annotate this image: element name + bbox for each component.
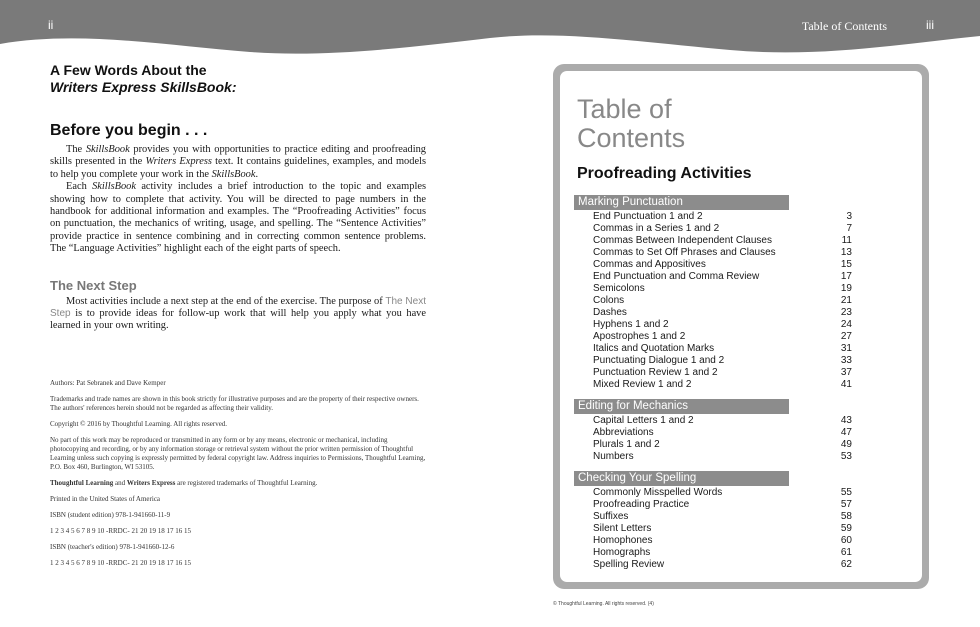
toc-title [577, 95, 685, 153]
toc-inner [560, 71, 922, 582]
toc-entry[interactable]: Semicolons 19 [593, 283, 852, 294]
toc-entry[interactable]: Capital Letters 1 and 2 43 [593, 415, 852, 426]
copyright-block [50, 379, 426, 568]
next-step-heading: The Next Step [50, 277, 137, 293]
toc-entry[interactable]: Colons 21 [593, 295, 852, 306]
toc-entry[interactable]: Suffixes 58 [593, 511, 852, 522]
left-page-number: ii [48, 18, 54, 32]
paragraph-2: Each SkillsBook activity includes a brief introduction to the topic and examples showing how to complete that activity. You will be directed to page numbers in the handbook for additional information and examples. The “Proofreading Activities” focus on punctuation, the mechanics of writing, usage, and spelling. The “Sentence Activities” provide practice in sentence combining and in correcting common sentence problems. The “Language Activities” highlight each of the eight parts of speech. [50, 181, 426, 255]
section-bar-checking-your-spelling: Checking Your Spelling [574, 471, 789, 486]
toc-entry[interactable]: Plurals 1 and 2 49 [593, 439, 852, 450]
toc-panel [553, 64, 929, 589]
footer-copyright: © Thoughtful Learning. All rights reserved. (4) [553, 601, 654, 607]
toc-entry[interactable]: Homophones 60 [593, 535, 852, 546]
registered-trademarks: Thoughtful Learning and Writers Express are registered trademarks of Thoughtful Learning. [50, 478, 318, 487]
toc-entry[interactable]: Numbers 53 [593, 451, 852, 462]
trademarks-notice: Trademarks and trade names are shown in this book strictly for illustrative purposes and are the property of their respective owners. The authors' references herein should not be regarded as affecting their validity. [50, 394, 419, 412]
toc-entry[interactable]: Abbreviations 47 [593, 427, 852, 438]
toc-entry[interactable]: Homographs 61 [593, 547, 852, 558]
toc-entry[interactable]: Apostrophes 1 and 2 27 [593, 331, 852, 342]
isbn-student: ISBN (student edition) 978-1-941660-11-9 [50, 510, 171, 519]
toc-title-line1: Table of [577, 94, 672, 124]
section-bar-marking-punctuation: Marking Punctuation [574, 195, 789, 210]
print-line-1: 1 2 3 4 5 6 7 8 9 10 -RRDC- 21 20 19 18 17 16 15 [50, 526, 191, 535]
running-header-title: Table of Contents [801, 19, 887, 33]
toc-entry[interactable]: Silent Letters 59 [593, 523, 852, 534]
toc-entry[interactable]: Italics and Quotation Marks 31 [593, 343, 852, 354]
toc-entry[interactable]: Punctuating Dialogue 1 and 2 33 [593, 355, 852, 366]
section-bar-editing-for-mechanics: Editing for Mechanics [574, 399, 789, 414]
right-page-number: iii [926, 18, 934, 32]
toc-entry[interactable]: Commas and Appositives 15 [593, 259, 852, 270]
left-page [50, 62, 426, 575]
toc-entry[interactable]: Punctuation Review 1 and 2 37 [593, 367, 852, 378]
toc-entry[interactable]: End Punctuation and Comma Review 17 [593, 271, 852, 282]
toc-entry[interactable]: Commas to Set Off Phrases and Clauses 13 [593, 247, 852, 258]
isbn-teacher: ISBN (teacher's edition) 978-1-941660-12-6 [50, 542, 175, 551]
toc-entry[interactable]: Spelling Review 62 [593, 559, 852, 570]
printed-in: Printed in the United States of America [50, 494, 161, 503]
print-line-2: 1 2 3 4 5 6 7 8 9 10 -RRDC- 21 20 19 18 17 16 15 [50, 558, 191, 567]
before-heading: Before you begin . . . [50, 122, 208, 139]
toc-entry[interactable]: Commas Between Independent Clauses 11 [593, 235, 852, 246]
paragraph-1: The SkillsBook provides you with opportunities to practice editing and proofreading skills presented in the Writers Express text. It contains guidelines, examples, and models to help you complete your work in the SkillsBook. [50, 144, 426, 180]
toc-entry[interactable]: Commonly Misspelled Words 55 [593, 487, 852, 498]
copyright-line: Copyright © 2016 by Thoughtful Learning. All rights reserved. [50, 419, 228, 428]
toc-entry[interactable]: Hyphens 1 and 2 24 [593, 319, 852, 330]
toc-entry[interactable]: Commas in a Series 1 and 2 7 [593, 223, 852, 234]
toc-entry[interactable]: Proofreading Practice 57 [593, 499, 852, 510]
intro-heading [50, 62, 426, 96]
toc-entry[interactable]: End Punctuation 1 and 2 3 [593, 211, 852, 222]
toc-title-line2: Contents [577, 123, 686, 153]
toc-entry[interactable]: Mixed Review 1 and 2 41 [593, 379, 852, 390]
authors-line: Authors: Pat Sebranek and Dave Kemper [50, 378, 166, 387]
intro-heading-line1: A Few Words About the [50, 62, 207, 78]
toc-entry[interactable]: Dashes 23 [593, 307, 852, 318]
toc-subtitle: Proofreading Activities [577, 165, 752, 182]
reproduction-notice: No part of this work may be reproduced or transmitted in any form or by any means, electronic or mechanical, including photocopying and recording, or by any information storage or retrieval system without the prior written permission of Thoughtful Learning unless such copying is expressly permitted by federal copyright law. Address inquiries to Permissions, Thoughtful Learning, P.O. Box 460, Burlington, WI 53105. [50, 435, 426, 471]
paragraph-3: Most activities include a next step at the end of the exercise. The purpose of The Next Step is to provide ideas for follow-up work that will help you apply what you have learned in your own writing. [50, 295, 426, 332]
intro-heading-line2: Writers Express SkillsBook: [50, 79, 237, 95]
